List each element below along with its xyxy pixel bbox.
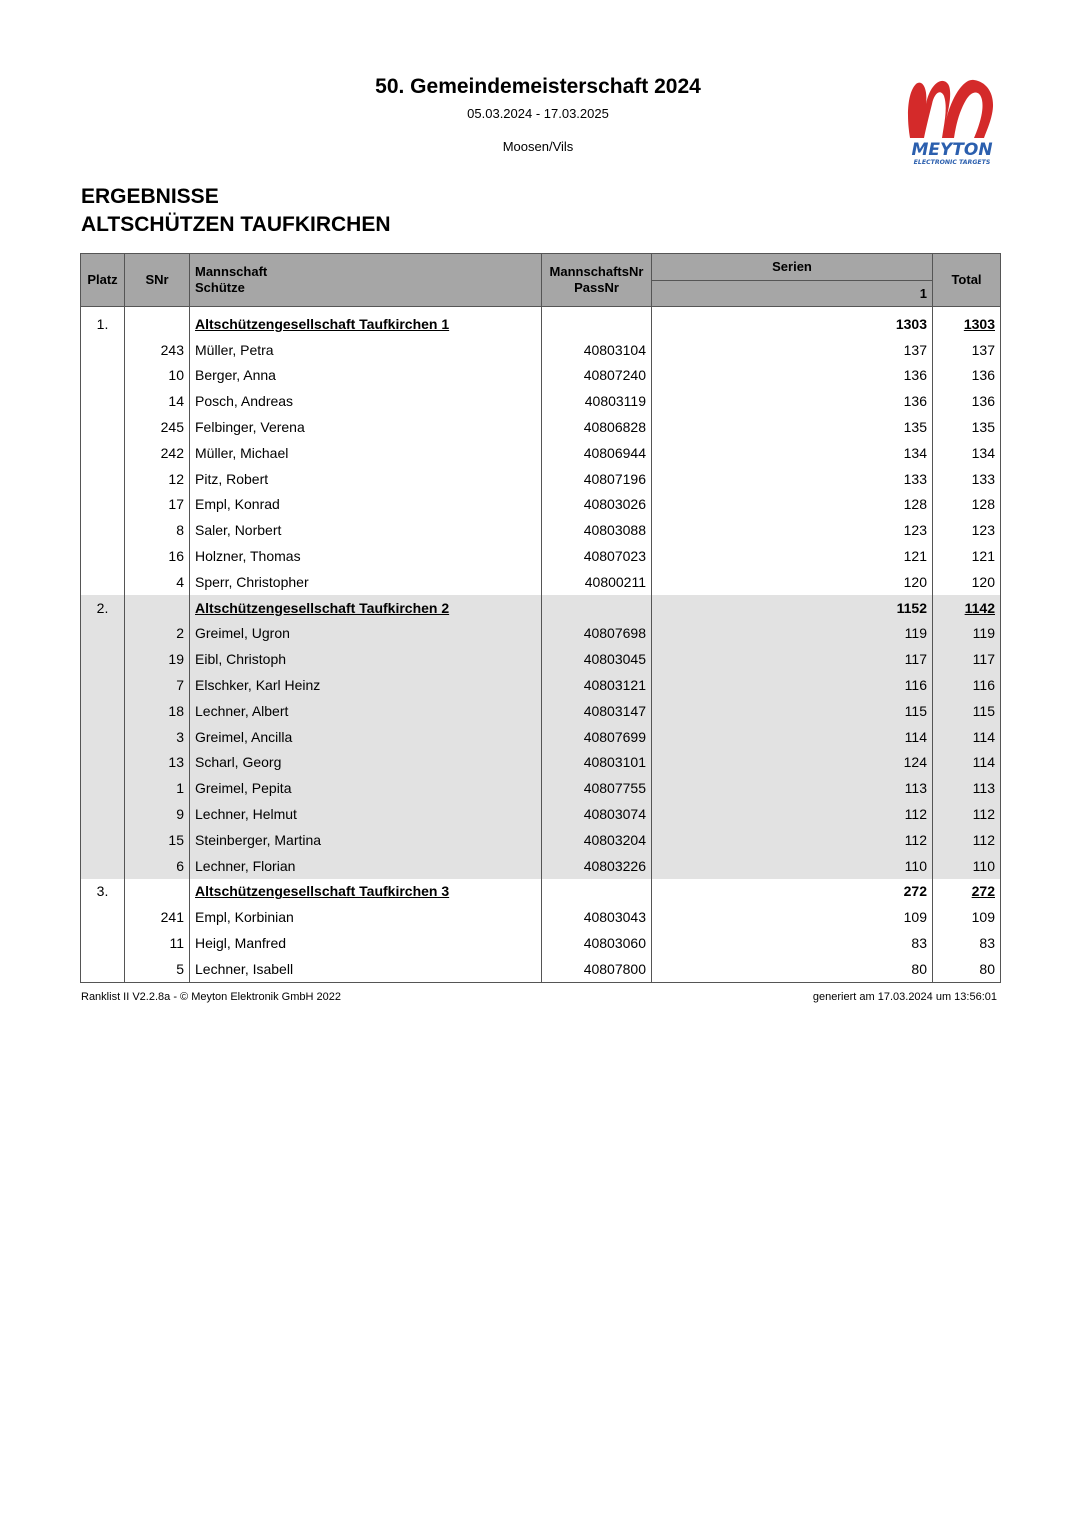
shooter-serie: 124 [652, 750, 933, 776]
shooter-snr: 1 [125, 775, 190, 801]
team-serie: 1152 [652, 595, 933, 621]
shooter-row [81, 698, 1001, 724]
shooter-row [81, 621, 1001, 647]
shooter-platz [81, 466, 125, 492]
shooter-platz [81, 569, 125, 595]
shooter-snr: 7 [125, 672, 190, 698]
shooter-name: Lechner, Helmut [190, 801, 542, 827]
shooter-snr: 16 [125, 543, 190, 569]
shooter-serie: 137 [652, 337, 933, 363]
shooter-serie: 112 [652, 827, 933, 853]
shooter-row [81, 337, 1001, 363]
col-header-platz: Platz [81, 254, 125, 307]
shooter-name: Berger, Anna [190, 363, 542, 389]
shooter-passnr: 40807196 [542, 466, 652, 492]
shooter-name: Felbinger, Verena [190, 414, 542, 440]
shooter-row [81, 672, 1001, 698]
shooter-name: Empl, Konrad [190, 492, 542, 518]
shooter-total: 115 [933, 698, 1001, 724]
shooter-row [81, 492, 1001, 518]
shooter-snr: 2 [125, 621, 190, 647]
shooter-platz [81, 956, 125, 982]
shooter-name: Lechner, Florian [190, 853, 542, 879]
shooter-row [81, 853, 1001, 879]
shooter-row [81, 414, 1001, 440]
shooter-platz [81, 724, 125, 750]
shooter-passnr: 40803101 [542, 750, 652, 776]
shooter-serie: 128 [652, 492, 933, 518]
date-range: 05.03.2024 - 17.03.2025 [467, 106, 609, 121]
shooter-name: Scharl, Georg [190, 750, 542, 776]
team-snr [125, 307, 190, 337]
shooter-serie: 109 [652, 904, 933, 930]
shooter-total: 135 [933, 414, 1001, 440]
shooter-passnr: 40803226 [542, 853, 652, 879]
shooter-snr: 5 [125, 956, 190, 982]
shooter-passnr: 40806828 [542, 414, 652, 440]
shooter-platz [81, 646, 125, 672]
shooter-platz [81, 801, 125, 827]
shooter-passnr: 40800211 [542, 569, 652, 595]
shooter-passnr: 40806944 [542, 440, 652, 466]
logo-text: MEYTON [911, 140, 993, 160]
shooter-total: 121 [933, 543, 1001, 569]
club-heading: ALTSCHÜTZEN TAUFKIRCHEN [81, 213, 391, 236]
footer-generated: generiert am 17.03.2024 um 13:56:01 [812, 991, 997, 1003]
col-header-passnr-label: PassNr [574, 280, 619, 295]
shooter-serie: 136 [652, 363, 933, 389]
shooter-platz [81, 621, 125, 647]
shooter-serie: 119 [652, 621, 933, 647]
shooter-total: 112 [933, 801, 1001, 827]
shooter-serie: 133 [652, 466, 933, 492]
shooter-row [81, 517, 1001, 543]
shooter-total: 112 [933, 827, 1001, 853]
shooter-total: 136 [933, 363, 1001, 389]
col-header-serie-1: 1 [652, 281, 933, 307]
shooter-row [81, 363, 1001, 389]
shooter-snr: 245 [125, 414, 190, 440]
shooter-snr: 8 [125, 517, 190, 543]
col-header-schuetze-label: Schütze [195, 280, 245, 295]
shooter-total: 116 [933, 672, 1001, 698]
shooter-serie: 112 [652, 801, 933, 827]
shooter-platz [81, 388, 125, 414]
shooter-name: Sperr, Christopher [190, 569, 542, 595]
shooter-serie: 80 [652, 956, 933, 982]
team-total: 272 [933, 879, 1001, 905]
shooter-snr: 9 [125, 801, 190, 827]
shooter-serie: 134 [652, 440, 933, 466]
shooter-snr: 17 [125, 492, 190, 518]
shooter-serie: 117 [652, 646, 933, 672]
meyton-logo-icon [904, 74, 1000, 168]
shooter-platz [81, 853, 125, 879]
shooter-row [81, 569, 1001, 595]
shooter-snr: 10 [125, 363, 190, 389]
shooter-passnr: 40803060 [542, 930, 652, 956]
shooter-passnr: 40803147 [542, 698, 652, 724]
shooter-serie: 110 [652, 853, 933, 879]
shooter-platz [81, 930, 125, 956]
team-snr [125, 595, 190, 621]
shooter-total: 114 [933, 750, 1001, 776]
shooter-total: 83 [933, 930, 1001, 956]
shooter-snr: 14 [125, 388, 190, 414]
shooter-total: 114 [933, 724, 1001, 750]
section-heading: ERGEBNISSE [81, 185, 219, 208]
shooter-name: Elschker, Karl Heinz [190, 672, 542, 698]
shooter-platz [81, 492, 125, 518]
team-name: Altschützengesellschaft Taufkirchen 2 [190, 595, 542, 621]
team-platz: 3. [81, 879, 125, 905]
shooter-row [81, 827, 1001, 853]
shooter-name: Lechner, Albert [190, 698, 542, 724]
col-header-snr: SNr [125, 254, 190, 307]
shooter-total: 119 [933, 621, 1001, 647]
shooter-row [81, 440, 1001, 466]
team-row [81, 307, 1001, 337]
shooter-row [81, 466, 1001, 492]
shooter-snr: 18 [125, 698, 190, 724]
shooter-passnr: 40803204 [542, 827, 652, 853]
shooter-serie: 116 [652, 672, 933, 698]
shooter-name: Heigl, Manfred [190, 930, 542, 956]
team-serie: 272 [652, 879, 933, 905]
shooter-passnr: 40803074 [542, 801, 652, 827]
col-header-serien: Serien [652, 254, 933, 281]
shooter-passnr: 40803088 [542, 517, 652, 543]
shooter-platz [81, 337, 125, 363]
shooter-passnr: 40803104 [542, 337, 652, 363]
team-serie: 1303 [652, 307, 933, 337]
shooter-row [81, 543, 1001, 569]
shooter-total: 137 [933, 337, 1001, 363]
shooter-name: Greimel, Pepita [190, 775, 542, 801]
col-header-total: Total [933, 254, 1001, 307]
team-platz: 2. [81, 595, 125, 621]
team-row [81, 595, 1001, 621]
shooter-name: Pitz, Robert [190, 466, 542, 492]
team-nr [542, 595, 652, 621]
col-header-nr [542, 254, 652, 307]
shooter-total: 123 [933, 517, 1001, 543]
shooter-name: Müller, Petra [190, 337, 542, 363]
shooter-name: Empl, Korbinian [190, 904, 542, 930]
shooter-name: Greimel, Ugron [190, 621, 542, 647]
shooter-snr: 15 [125, 827, 190, 853]
logo-subtext: ELECTRONIC TARGETS [913, 159, 991, 166]
shooter-total: 117 [933, 646, 1001, 672]
shooter-row [81, 904, 1001, 930]
shooter-snr: 242 [125, 440, 190, 466]
shooter-total: 109 [933, 904, 1001, 930]
shooter-snr: 4 [125, 569, 190, 595]
shooter-row [81, 930, 1001, 956]
shooter-passnr: 40807240 [542, 363, 652, 389]
location: Moosen/Vils [502, 139, 574, 154]
team-name: Altschützengesellschaft Taufkirchen 1 [190, 307, 542, 337]
shooter-serie: 135 [652, 414, 933, 440]
shooter-platz [81, 672, 125, 698]
shooter-passnr: 40803043 [542, 904, 652, 930]
shooter-row [81, 750, 1001, 776]
shooter-name: Lechner, Isabell [190, 956, 542, 982]
shooter-name: Müller, Michael [190, 440, 542, 466]
shooter-serie: 136 [652, 388, 933, 414]
col-header-mannschaft-label: Mannschaft [195, 264, 268, 279]
shooter-passnr: 40803026 [542, 492, 652, 518]
results-table [80, 253, 1001, 983]
shooter-passnr: 40807699 [542, 724, 652, 750]
shooter-name: Holzner, Thomas [190, 543, 542, 569]
shooter-platz [81, 750, 125, 776]
shooter-serie: 114 [652, 724, 933, 750]
shooter-snr: 11 [125, 930, 190, 956]
team-nr [542, 879, 652, 905]
shooter-total: 136 [933, 388, 1001, 414]
shooter-platz [81, 827, 125, 853]
results-body [81, 307, 1001, 983]
shooter-row [81, 646, 1001, 672]
shooter-snr: 243 [125, 337, 190, 363]
shooter-total: 120 [933, 569, 1001, 595]
page-title: 50. Gemeindemeisterschaft 2024 [375, 75, 701, 98]
shooter-serie: 121 [652, 543, 933, 569]
shooter-total: 133 [933, 466, 1001, 492]
shooter-serie: 120 [652, 569, 933, 595]
shooter-snr: 241 [125, 904, 190, 930]
shooter-snr: 19 [125, 646, 190, 672]
shooter-passnr: 40803119 [542, 388, 652, 414]
shooter-row [81, 801, 1001, 827]
shooter-platz [81, 698, 125, 724]
shooter-snr: 12 [125, 466, 190, 492]
shooter-platz [81, 775, 125, 801]
shooter-serie: 115 [652, 698, 933, 724]
shooter-row [81, 388, 1001, 414]
shooter-total: 128 [933, 492, 1001, 518]
shooter-name: Eibl, Christoph [190, 646, 542, 672]
shooter-passnr: 40807755 [542, 775, 652, 801]
shooter-serie: 83 [652, 930, 933, 956]
shooter-row [81, 724, 1001, 750]
shooter-name: Saler, Norbert [190, 517, 542, 543]
shooter-total: 113 [933, 775, 1001, 801]
col-header-mannschaft [190, 254, 542, 307]
team-total: 1142 [933, 595, 1001, 621]
shooter-snr: 3 [125, 724, 190, 750]
shooter-name: Posch, Andreas [190, 388, 542, 414]
shooter-platz [81, 904, 125, 930]
shooter-name: Greimel, Ancilla [190, 724, 542, 750]
footer-version: Ranklist II V2.2.8a - © Meyton Elektronik GmbH 2022 [81, 991, 341, 1003]
team-row [81, 879, 1001, 905]
shooter-passnr: 40803121 [542, 672, 652, 698]
team-name: Altschützengesellschaft Taufkirchen 3 [190, 879, 542, 905]
team-snr [125, 879, 190, 905]
shooter-passnr: 40803045 [542, 646, 652, 672]
shooter-platz [81, 517, 125, 543]
shooter-passnr: 40807698 [542, 621, 652, 647]
shooter-snr: 6 [125, 853, 190, 879]
shooter-row [81, 956, 1001, 982]
shooter-row [81, 775, 1001, 801]
shooter-platz [81, 363, 125, 389]
shooter-platz [81, 543, 125, 569]
shooter-serie: 123 [652, 517, 933, 543]
shooter-serie: 113 [652, 775, 933, 801]
shooter-platz [81, 414, 125, 440]
shooter-passnr: 40807800 [542, 956, 652, 982]
shooter-total: 110 [933, 853, 1001, 879]
col-header-mannschaftsnr-label: MannschaftsNr [549, 264, 644, 279]
team-platz: 1. [81, 307, 125, 337]
shooter-snr: 13 [125, 750, 190, 776]
shooter-name: Steinberger, Martina [190, 827, 542, 853]
shooter-total: 134 [933, 440, 1001, 466]
shooter-platz [81, 440, 125, 466]
shooter-passnr: 40807023 [542, 543, 652, 569]
shooter-total: 80 [933, 956, 1001, 982]
team-total: 1303 [933, 307, 1001, 337]
team-nr [542, 307, 652, 337]
